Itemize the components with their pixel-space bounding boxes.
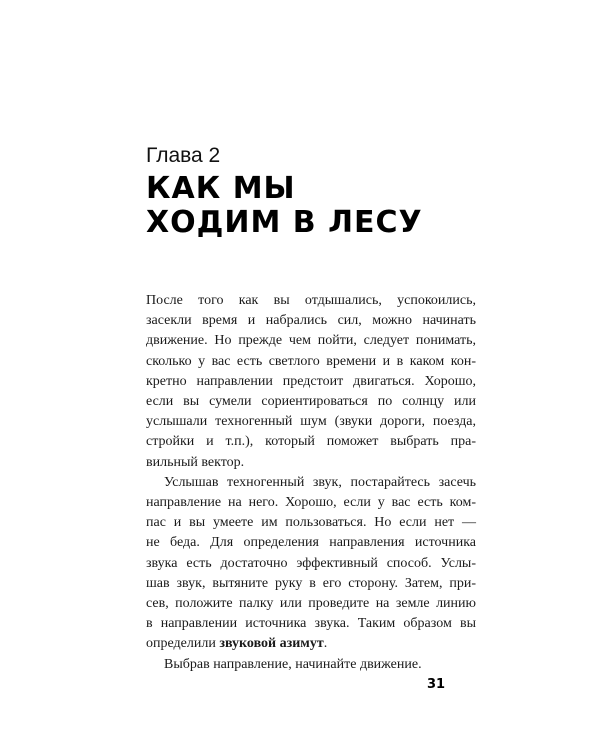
chapter-label: Глава 2 bbox=[146, 144, 221, 167]
text-line-with-term bbox=[146, 634, 476, 654]
text-line: Услышав техногенный звук, постарайтесь засечь bbox=[164, 474, 476, 490]
paragraph-1 bbox=[146, 291, 476, 473]
text-line: направление на него. Хорошо, если у вас есть ком- bbox=[146, 495, 476, 511]
text-line: если вы сумели сориентироваться по солнцу или bbox=[146, 394, 476, 410]
text-line: движение. Но прежде чем пойти, следует понимать, bbox=[146, 333, 476, 349]
chapter-title bbox=[146, 172, 423, 240]
text-line: услышали техногенный шум (звуки дороги, поезда, bbox=[146, 414, 476, 430]
chapter-title-line: ХОДИМ В ЛЕСУ bbox=[146, 205, 423, 240]
text-line: шав звук, вытяните руку в его сторону. Затем, при- bbox=[146, 575, 476, 591]
bold-term: звуковой азимут bbox=[219, 636, 324, 652]
text-line: звука есть достаточно эффективный способ. Услы- bbox=[146, 555, 476, 571]
text-line: кретно направлении предстоит двигаться. Хорошо, bbox=[146, 373, 476, 389]
text-line: стройки и т.п.), который поможет выбрать пра- bbox=[146, 434, 476, 450]
text-line: сколько у вас есть светлого времени и в каком кон- bbox=[146, 353, 476, 369]
text-fragment: . bbox=[323, 636, 328, 652]
text-line: сев, положите палку или проведите на земле линию bbox=[146, 596, 476, 612]
text-line: вильный вектор. bbox=[146, 454, 245, 470]
text-fragment: определили bbox=[146, 636, 220, 652]
page-number: 31 bbox=[427, 677, 446, 692]
text-line: не беда. Для определения направления источника bbox=[146, 535, 476, 551]
body-text bbox=[146, 291, 476, 675]
paragraph-3 bbox=[146, 655, 476, 675]
text-line: в направлении источника звука. Таким образом вы bbox=[146, 616, 476, 632]
text-line: засекли время и набрались сил, можно начинать bbox=[146, 313, 476, 329]
chapter-title-line: КАК МЫ bbox=[146, 171, 296, 206]
paragraph-2 bbox=[146, 473, 476, 655]
text-line: пас и вы умеете им пользоваться. Но если нет — bbox=[146, 515, 476, 531]
text-line: После того как вы отдышались, успокоились, bbox=[146, 293, 476, 308]
text-line: Выбрав направление, начинайте движение. bbox=[164, 656, 422, 672]
